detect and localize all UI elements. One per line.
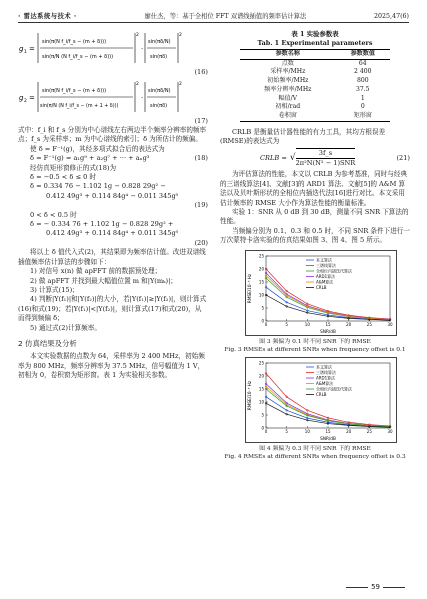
case-1: δ = −0.5 < δ ≤ 0 时 <box>30 173 96 182</box>
y-tick-label: 20 <box>258 266 264 272</box>
y-tick-label: 15 <box>258 279 264 285</box>
step-4: 4) 判断|Y(f₁)|和|Y(f₂)|的大小，若|Y(f₁)|≥|Y(f₂)|，则计算式(16)和式(19)；若|Y(f₁)|<|Y(f₂)|，则计算式(17)和式(20)，从而得到频偏 δ； <box>18 295 207 323</box>
table-cell: 点数 <box>281 59 294 67</box>
y-tick-label: 25 <box>258 253 264 259</box>
eq16-number: (16) <box>194 68 208 76</box>
eq20-line-2: 0.412 49g³ + 0.114 84g⁴ + 0.011 345g⁵ <box>46 229 179 238</box>
paragraph-inverse: 使 δ = F⁻¹(g)，其经多项式拟合后的表达式为 <box>30 144 165 153</box>
right-column <box>220 30 410 461</box>
x-tick-label: 0 <box>264 321 268 327</box>
svg-text:2: 2 <box>136 82 139 87</box>
y-tick-label: 15 <box>258 386 264 392</box>
running-header <box>18 6 409 20</box>
equation-17 <box>18 79 208 117</box>
table-cell: 0 <box>360 103 365 111</box>
table-caption-en: Tab. 1 Experimental parameters <box>257 38 373 47</box>
series-line <box>266 295 390 320</box>
eq16-right-top: sin(πδ/N) <box>148 39 171 45</box>
eq17-sub: 2 <box>24 99 27 104</box>
equation-16-graphic <box>18 30 193 68</box>
paragraph-experiment-1: 实验 1：SNR 从 0 dB 到 30 dB，测量不同 SNR 下算法的性能。 <box>220 208 409 226</box>
paragraph-setup: 本文实验数据的点数为 64，采样率为 2 400 MHz，初始频率为 800 MHz，频率分辨率为 37.5 MHz，信号幅值为 1 V，初相为 0，卷积窗为矩形窗。表 1 为实验相关参数。 <box>18 352 205 380</box>
legend-label: CRLB <box>316 284 327 290</box>
table-cell: 初相/rad <box>275 103 301 111</box>
equation-16 <box>18 30 208 68</box>
svg-text:2: 2 <box>179 82 182 87</box>
figure-4-svg <box>246 358 396 442</box>
figure-3-caption-cn: 图 3 频偏为 0.1 时不同 SNR 下的 RMSE <box>259 338 371 345</box>
figure-3-chart <box>245 250 397 336</box>
eq16-num-top: sin(π(N f_i/f_s − (m + δ))) <box>42 39 107 45</box>
sqrt-icon: √ <box>289 152 296 163</box>
eq18-number: (18) <box>194 154 208 163</box>
eq16-num-bot: sin(π/N (N f_i/f_s − (m + δ))) <box>42 54 114 60</box>
figure-4-caption-en: Fig. 4 RMSEs at different SNRs when frequency offset is 0.3 <box>224 453 406 460</box>
figure-3-caption-en: Fig. 3 RMSEs at different SNRs when frequency offset is 0.1 <box>224 346 406 353</box>
page-number: 59 <box>346 583 405 591</box>
x-tick-label: 0 <box>264 428 268 434</box>
svg-text:·: · <box>141 94 144 102</box>
eq21-fraction <box>296 148 356 169</box>
table-cell: 800 <box>356 77 369 85</box>
eq17-num-top: sin(π(N f_i/f_s − (m + δ))) <box>42 88 107 94</box>
svg-text:2: 2 <box>136 33 139 38</box>
y-tick-label: 25 <box>258 360 264 366</box>
paragraph-crlb: CRLB 是衡量估计器性能的有力工具，其均方根误差(RMSE)的表达式为 <box>220 127 386 146</box>
x-tick-label: 5 <box>285 321 288 327</box>
svg-text:2: 2 <box>179 33 182 38</box>
paragraph-corrected: 经仿真矩形窗修正的式(18)为 <box>30 163 117 172</box>
eq17-eq: = <box>29 94 35 102</box>
eq21-number: (21) <box>396 153 410 162</box>
eq18-text: δ = F⁻¹(g) = a₁g⁹ + a₂g⁷ + ··· + aₙg³ <box>30 154 150 163</box>
x-tick-label: 10 <box>304 428 310 434</box>
table-row <box>240 112 390 121</box>
equation-18 <box>18 154 208 163</box>
step-5: 5) 通过式(2)计算频率。 <box>30 323 101 332</box>
eq16-sub: 1 <box>24 50 27 55</box>
table-cell: 37.5 <box>355 85 370 93</box>
section-heading: 2 仿真结果及分析 <box>18 338 77 348</box>
step-2: 2) 做 apFFT 并找到最大幅值位置 m 和|Y(mₖ)|； <box>30 276 177 285</box>
case-2: 0 < δ < 0.5 时 <box>30 210 77 219</box>
left-column <box>18 30 208 381</box>
table-cell: 初始频率/MHz <box>267 77 309 85</box>
table-header: 参数名称 <box>240 50 336 60</box>
y-axis-label: RMSE/10⁻³ Hz <box>247 273 252 303</box>
table-cell: 1 <box>360 94 365 102</box>
svg-text:·: · <box>141 45 144 53</box>
table-row <box>240 86 390 95</box>
eq17-number: (17) <box>194 117 208 125</box>
y-tick-label: 10 <box>258 292 264 298</box>
equation-21 <box>220 146 410 170</box>
legend-label: ARD1算法 <box>316 273 336 279</box>
y-tick-label: 5 <box>261 412 264 418</box>
legend-label: 三谱线算法 <box>316 369 336 375</box>
eq19-line-2: 0.412 49g³ + 0.114 84g⁴ − 0.011 345g⁵ <box>46 191 179 200</box>
y-tick-label: 0 <box>261 318 264 324</box>
figure-4-caption-cn: 图 4 频偏为 0.3 时不同 SNR 下的 RMSE <box>259 445 371 452</box>
eq19-number: (19) <box>194 201 208 210</box>
table-cell: 64 <box>358 59 367 67</box>
table-cell: 2 400 <box>354 68 372 76</box>
x-tick-label: 15 <box>325 321 331 327</box>
x-axis-label: SNR/dB <box>320 435 336 441</box>
x-tick-label: 5 <box>285 428 288 434</box>
legend-label: 全相位内插迭代算法 <box>316 268 352 274</box>
x-tick-label: 25 <box>366 321 372 327</box>
series-line <box>266 403 390 427</box>
x-axis-label: SNR/dB <box>320 328 336 334</box>
table-row <box>240 68 390 77</box>
equation-17-graphic <box>18 79 193 117</box>
table-row <box>240 59 390 68</box>
x-tick-label: 20 <box>346 428 352 434</box>
eq16-lhs: g <box>19 45 24 53</box>
eq17-right-top: sin(πδ/N) <box>148 88 171 94</box>
step-3: 3) 计算式(15)； <box>30 285 79 294</box>
figure-4-chart <box>245 357 397 443</box>
legend-label: 本文算法 <box>316 257 332 263</box>
paragraph-steps-intro: 将以上 δ 值代入式(2)，其结果即为频率估计值。改进双谱线插值频率估计算法的步骤如下： <box>18 248 206 266</box>
table-header: 参数数值 <box>336 50 390 60</box>
table-cell: 矩形窗 <box>336 112 390 121</box>
x-tick-label: 20 <box>346 321 352 327</box>
table-cell: 采样率/MHz <box>270 68 306 76</box>
journal-name: · 雷达系统与技术 · <box>18 13 77 20</box>
x-tick-label: 15 <box>325 428 331 434</box>
paragraph-results: 当频偏分别为 0.1、0.3 和 0.5 时，不同 SNR 条件下进行一万次蒙特卡洛实验的仿真结果如图 3、图 4、图 5 所示。 <box>220 226 410 245</box>
legend-label: 本文算法 <box>316 364 332 370</box>
eq17-right-bot: sin(πδ) <box>150 103 168 109</box>
eq21-top: 3f_s <box>296 149 356 159</box>
paragraph-evaluation: 为评估算法的性能，本文以 CRLB 为参考基准，同时与经典的三谱线算法[4]、文献[3]的 ARD1 算法、文献[5]的 A&M 算法以及贝叶斯形状的全相位内插迭代法[16]进行对比。本文采用估计频率的 RMSE 大小作为算法性能的衡量标准。 <box>220 170 408 207</box>
table-caption-cn: 表 1 实验参数表 <box>291 30 339 38</box>
header-title: 廖仕杰，等：基于全相位 FFT 双谱线插值的频率估计算法 <box>144 13 307 20</box>
y-axis-label: RMSE/10⁻³ Hz <box>247 380 252 410</box>
table-row <box>240 77 390 86</box>
eq19-line-1: δ = 0.334 76 − 1.102 1g − 0.828 29g² − <box>30 182 166 191</box>
paragraph-variables: 式中：f_i 和 f_s 分别为中心谱线左右两边半个频率分辨率的频率点；f_s 为采样率；m 为中心谱线的索引；δ 为所估计的频偏。 <box>18 126 207 144</box>
x-tick-label: 25 <box>366 428 372 434</box>
eq17-num-bot: sin(π/N (N f_i/f_s − (m + 1 + δ))) <box>40 104 119 109</box>
legend-label: CRLB <box>316 391 327 397</box>
eq21-bottom: 2π²N(N² − 1)SNR <box>295 159 356 168</box>
header-issue: 2025,47(6) <box>374 13 409 20</box>
table-cell: 卷积窗 <box>240 112 336 121</box>
eq21-lhs: CRLB = <box>260 153 287 162</box>
y-tick-label: 0 <box>261 425 264 431</box>
eq17-lhs: g <box>19 94 24 102</box>
table-cell: 幅值/V <box>278 94 298 102</box>
legend-label: ARD1算法 <box>316 375 336 381</box>
step-1: 1) 对信号 x(n) 做 apFFT 前的数据预处理； <box>30 267 162 276</box>
header-rule <box>18 22 409 23</box>
y-tick-label: 5 <box>261 305 264 311</box>
x-tick-label: 30 <box>387 321 393 327</box>
legend-label: A&M算法 <box>316 279 334 285</box>
y-tick-label: 20 <box>258 373 264 379</box>
table-cell: 频率分辨率/MHz <box>264 85 312 93</box>
eq20-line-1: δ = − 0.334 76 + 1.102 1g − 0.828 29g² + <box>30 220 174 229</box>
eq16-eq: = <box>29 45 35 53</box>
x-tick-label: 30 <box>387 428 393 434</box>
legend-label: 全相位内插迭代算法 <box>316 386 352 392</box>
y-tick-label: 10 <box>258 399 264 405</box>
figure-3-svg <box>246 251 396 335</box>
legend-label: 三谱线算法 <box>316 262 336 268</box>
eq20-number: (20) <box>194 238 208 247</box>
legend-label: A&M算法 <box>316 380 334 386</box>
table-row <box>240 95 390 104</box>
parameters-table <box>240 49 390 122</box>
table-row <box>240 103 390 112</box>
eq16-right-bot: sin(πδ) <box>150 54 168 60</box>
x-tick-label: 10 <box>304 321 310 327</box>
